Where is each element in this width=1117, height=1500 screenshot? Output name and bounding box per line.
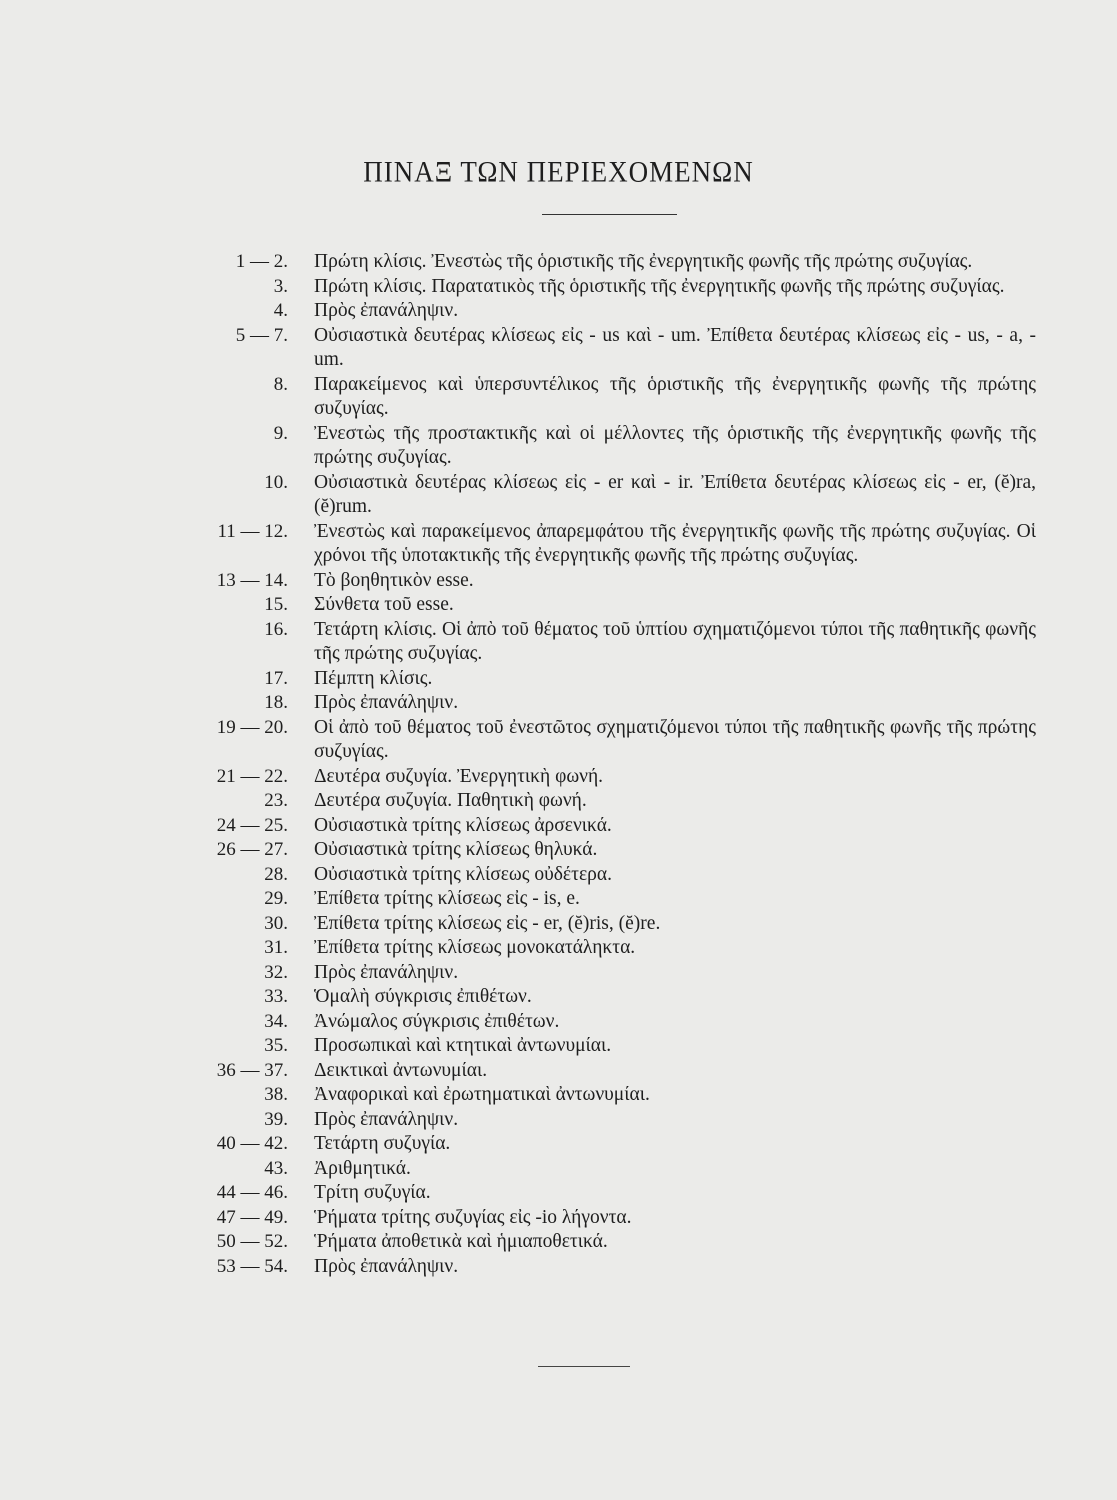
toc-entry-text: Πρώτη κλίσις. Ἐνεστὼς τῆς ὁριστικῆς τῆς ἐνεργητικῆς φωνῆς τῆς πρώτης συζυγίας. <box>314 251 973 272</box>
toc-entry-text: Τετάρτη συζυγία. <box>314 1133 451 1154</box>
page-title: ΠΙΝΑΞ ΤΩΝ ΠΕΡΙΕΧΟΜΕΝΩΝ <box>363 155 754 189</box>
toc-entry-text: Παρακείμενος καὶ ὑπερσυντέλικος τῆς ὁριστικῆς τῆς ἐνεργητικῆς φωνῆς τῆς πρώτης συζυγίας. <box>314 373 1036 419</box>
toc-entry-text: Πρώτη κλίσις. Παρατατικὸς τῆς ὁριστικῆς τῆς ἐνεργητικῆς φωνῆς τῆς πρώτης συζυγίας. <box>314 275 1005 297</box>
title-divider <box>542 214 677 215</box>
toc-entry-number: 24 — 25. <box>216 814 288 836</box>
toc-entry-text: Δεικτικαὶ ἀντωνυμίαι. <box>314 1059 488 1081</box>
toc-entry <box>0 1132 1117 1157</box>
toc-entry-text: Οὐσιαστικὰ δευτέρας κλίσεως εἰς - er καὶ - ir. Ἐπίθετα δευτέρας κλίσεως εἰς - er, (ĕ)ra, (ĕ)rum. <box>314 471 1036 517</box>
toc-entry-number: 32. <box>264 961 288 983</box>
toc-entry <box>0 1083 1117 1108</box>
toc-entry <box>0 373 1117 422</box>
toc-entry-number: 21 — 22. <box>216 765 288 787</box>
toc-entry <box>0 520 1117 569</box>
toc-entry-text: Ἀνώμαλος σύγκρισις ἐπιθέτων. <box>314 1010 560 1032</box>
toc-entry-number: 10. <box>264 471 288 493</box>
toc-entry-number: 15. <box>264 594 288 615</box>
toc-entry <box>0 912 1117 937</box>
toc-entry-number: 26 — 27. <box>216 839 288 860</box>
toc-entry-number: 38. <box>264 1084 288 1105</box>
toc-entry-text: Πέμπτη κλίσις. <box>314 667 433 689</box>
toc-entry-text: Ῥήματα ἀποθετικὰ καὶ ἡμιαποθετικά. <box>314 1231 608 1252</box>
toc-entry-number: 30. <box>264 912 288 934</box>
toc-entry-text: Πρὸς ἐπανάληψιν. <box>314 692 459 713</box>
toc-entry <box>0 716 1117 765</box>
toc-entry <box>0 887 1117 912</box>
toc-entry <box>0 789 1117 814</box>
toc-entry-text: Προσωπικαὶ καὶ κτητικαὶ ἀντωνυμίαι. <box>314 1035 612 1056</box>
toc-entry <box>0 1157 1117 1182</box>
toc-entry <box>0 569 1117 594</box>
toc-entry-text: Πρὸς ἐπανάληψιν. <box>314 1255 459 1277</box>
toc-entry <box>0 985 1117 1010</box>
toc-entry <box>0 667 1117 692</box>
toc-entry-text: Οὐσιαστικὰ τρίτης κλίσεως οὐδέτερα. <box>314 863 612 885</box>
toc-entry-number: 5 — 7. <box>235 324 288 346</box>
toc-entry-number: 36 — 37. <box>216 1059 288 1081</box>
toc-entry <box>0 1255 1117 1280</box>
toc-entry-text: Τρίτη συζυγία. <box>314 1182 431 1203</box>
toc-entry-number: 17. <box>264 667 288 689</box>
toc-entry-text: Ἀριθμητικά. <box>314 1157 411 1179</box>
toc-entry-text: Ἐπίθετα τρίτης κλίσεως εἰς - er, (ĕ)ris, (ĕ)re. <box>314 912 661 934</box>
toc-entry-text: Οὐσιαστικὰ τρίτης κλίσεως ἀρσενικά. <box>314 814 612 836</box>
toc-entry <box>0 422 1117 471</box>
toc-entry-number: 33. <box>264 986 288 1007</box>
toc-entry-text: Ὁμαλὴ σύγκρισις ἐπιθέτων. <box>314 986 532 1007</box>
toc-entry <box>0 1059 1117 1084</box>
toc-entry-number: 50 — 52. <box>216 1231 288 1252</box>
toc-entry-text: Τὸ βοηθητικὸν esse. <box>314 569 474 591</box>
toc-entry <box>0 814 1117 839</box>
toc-entry <box>0 1206 1117 1231</box>
toc-entry-text: Οὐσιαστικὰ δευτέρας κλίσεως εἰς - us καὶ - um. Ἐπίθετα δευτέρας κλίσεως εἰς - us, - a, - um. <box>314 324 1036 370</box>
toc-entry-text: Πρὸς ἐπανάληψιν. <box>314 961 459 983</box>
toc-entry <box>0 324 1117 373</box>
toc-entry <box>0 863 1117 888</box>
toc-entry-number: 23. <box>264 790 288 811</box>
toc-entry <box>0 299 1117 324</box>
toc-entry-number: 13 — 14. <box>216 569 288 591</box>
toc-entry-text: Πρὸς ἐπανάληψιν. <box>314 1108 459 1130</box>
toc-entry <box>0 1108 1117 1133</box>
toc-entry-number: 16. <box>264 618 288 640</box>
toc-entry-number: 29. <box>264 888 288 909</box>
toc-entry-number: 19 — 20. <box>216 716 288 738</box>
table-of-contents <box>0 250 1117 1279</box>
toc-entry-number: 44 — 46. <box>216 1182 288 1203</box>
toc-entry-number: 3. <box>273 275 288 297</box>
toc-entry-number: 9. <box>273 422 288 444</box>
toc-entry-text: Δευτέρα συζυγία. Ἐνεργητικὴ φωνή. <box>314 765 604 787</box>
toc-entry-number: 31. <box>264 937 288 958</box>
toc-entry-number: 18. <box>264 692 288 713</box>
toc-entry <box>0 593 1117 618</box>
toc-entry-text: Σύνθετα τοῦ esse. <box>314 594 454 615</box>
toc-entry <box>0 691 1117 716</box>
toc-entry-number: 47 — 49. <box>216 1206 288 1228</box>
toc-entry-text: Πρὸς ἐπανάληψιν. <box>314 300 459 321</box>
toc-entry-text: Ἐνεστὼς τῆς προστακτικῆς καὶ οἱ μέλλοντες τῆς ὁριστικῆς τῆς ἐνεργητικῆς φωνῆς τῆς πρώτης συζυγίας. <box>314 422 1036 468</box>
toc-entry <box>0 961 1117 986</box>
toc-entry <box>0 1181 1117 1206</box>
toc-entry <box>0 1034 1117 1059</box>
toc-entry-number: 1 — 2. <box>235 251 288 272</box>
toc-entry-text: Ἐπίθετα τρίτης κλίσεως εἰς - is, e. <box>314 888 580 909</box>
toc-entry <box>0 1230 1117 1255</box>
toc-entry-text: Ἐνεστὼς καὶ παρακείμενος ἀπαρεμφάτου τῆς ἐνεργητικῆς φωνῆς τῆς πρώτης συζυγίας. Οἱ χρόνοι τῆς ὑποτακτικῆς τῆς ἐνεργητικῆς φωνῆς τῆς πρώτης συζυγίας. <box>314 520 1036 566</box>
toc-entry <box>0 838 1117 863</box>
toc-entry-text: Δευτέρα συζυγία. Παθητικὴ φωνή. <box>314 790 587 811</box>
toc-entry-number: 4. <box>273 300 288 321</box>
bottom-divider <box>538 1366 630 1367</box>
toc-entry-number: 40 — 42. <box>216 1133 288 1154</box>
toc-entry-number: 39. <box>264 1108 288 1130</box>
toc-entry <box>0 936 1117 961</box>
toc-entry-number: 11 — 12. <box>217 520 288 542</box>
toc-entry-number: 35. <box>264 1035 288 1056</box>
toc-entry-number: 34. <box>264 1010 288 1032</box>
toc-entry-text: Ἐπίθετα τρίτης κλίσεως μονοκατάληκτα. <box>314 937 636 958</box>
toc-entry <box>0 250 1117 275</box>
toc-entry-text: Ἀναφορικαὶ καὶ ἐρωτηματικαὶ ἀντωνυμίαι. <box>314 1084 650 1105</box>
toc-entry-number: 8. <box>273 373 288 395</box>
toc-entry-text: Τετάρτη κλίσις. Οἱ ἀπὸ τοῦ θέματος τοῦ ὑπτίου σχηματιζόμενοι τύποι τῆς παθητικῆς φωνῆς τῆς πρώτης συζυγίας. <box>314 618 1036 664</box>
toc-entry-number: 43. <box>264 1157 288 1179</box>
toc-entry-text: Οὐσιαστικὰ τρίτης κλίσεως θηλυκά. <box>314 839 598 860</box>
toc-entry-text: Ῥήματα τρίτης συζυγίας εἰς -io λήγοντα. <box>314 1206 632 1228</box>
toc-entry-number: 53 — 54. <box>216 1255 288 1277</box>
toc-entry <box>0 471 1117 520</box>
toc-entry-text: Οἱ ἀπὸ τοῦ θέματος τοῦ ἐνεστῶτος σχηματιζόμενοι τύποι τῆς παθητικῆς φωνῆς τῆς πρώτης συζυγίας. <box>314 716 1036 762</box>
toc-entry <box>0 275 1117 300</box>
toc-entry <box>0 618 1117 667</box>
toc-entry <box>0 1010 1117 1035</box>
toc-entry <box>0 765 1117 790</box>
toc-entry-number: 28. <box>264 863 288 885</box>
